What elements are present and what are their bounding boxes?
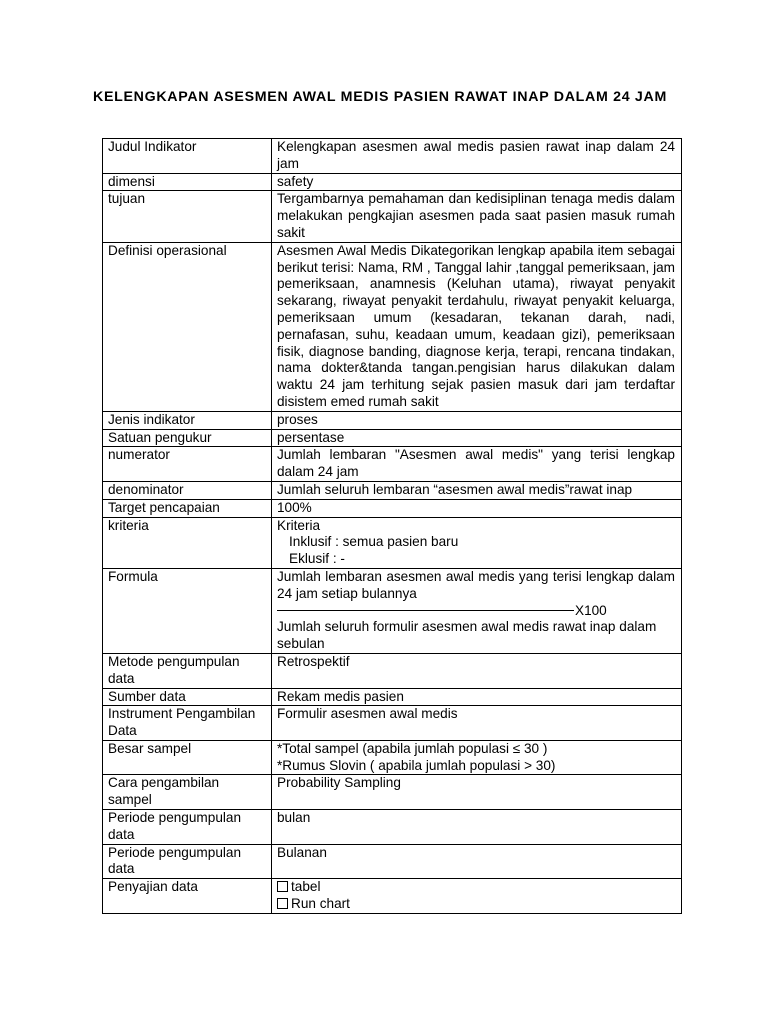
row-label: Formula [103, 568, 272, 653]
option-label-run-chart: Run chart [291, 896, 350, 912]
table-row [103, 447, 682, 482]
formula-multiplier: X100 [575, 602, 607, 618]
presentation-option-run-chart [277, 896, 675, 913]
table-row [103, 517, 682, 568]
table-row [103, 481, 682, 499]
table-row [103, 688, 682, 706]
row-label: Metode pengumpulan data [103, 653, 272, 688]
table-row [103, 775, 682, 810]
row-label: Instrument Pengambilan Data [103, 706, 272, 741]
criteria-exclusion: Eklusif : - [289, 551, 345, 567]
table-row [103, 653, 682, 688]
row-value: persentase [272, 429, 682, 447]
sample-size-total: *Total sampel (apabila jumlah populasi ≤ 30 ) [277, 740, 548, 756]
row-value: safety [272, 173, 682, 191]
row-label: Judul Indikator [103, 139, 272, 174]
row-value: Bulanan [272, 844, 682, 879]
criteria-heading: Kriteria [277, 517, 321, 533]
row-value-presentation [272, 879, 682, 914]
row-label: Penyajian data [103, 879, 272, 914]
table-row [103, 191, 682, 242]
formula-numerator: Jumlah lembaran asesmen awal medis yang terisi lengkap dalam 24 jam setiap bulannya [277, 568, 675, 601]
row-value: bulan [272, 810, 682, 845]
row-label: Satuan pengukur [103, 429, 272, 447]
row-label: Cara pengambilan sampel [103, 775, 272, 810]
row-value: Jumlah seluruh lembaran “asesmen awal medis”rawat inap [272, 481, 682, 499]
row-label: numerator [103, 447, 272, 482]
table-row [103, 844, 682, 879]
checkbox-icon [277, 881, 288, 892]
criteria-inclusion: Inklusif : semua pasien baru [289, 534, 459, 550]
table-row [103, 139, 682, 174]
table-row [103, 173, 682, 191]
row-value: Jumlah lembaran "Asesmen awal medis" yang terisi lengkap dalam 24 jam [272, 447, 682, 482]
row-value-formula [272, 568, 682, 653]
row-value: Rekam medis pasien [272, 688, 682, 706]
table-row [103, 740, 682, 775]
table-row [103, 499, 682, 517]
indicator-table [102, 138, 682, 914]
row-value: Asesmen Awal Medis Dikategorikan lengkap apabila item sebagai berikut terisi: Nama, RM , Tanggal lahir ,tanggal pemeriksaan, jam pemeriksaan, anamnesis (Keluhan utama), riwayat penyakit sekarang, riwayat penyakit terdahulu, riwayat penyakit keluarga, pemeriksaan umum (kesadaran, tekanan darah, nadi, pernafasan, suhu, keadaan umum, keadaan gizi), pemeriksaan fisik, diagnose banding, diagnose kerja, terapi, rencana tindakan, nama dokter&tanda tangan.pengisian harus dilakukan dalam waktu 24 jam terhitung sejak pasien masuk dari jam terdaftar disistem emed rumah sakit [272, 242, 682, 411]
table-row [103, 429, 682, 447]
formula-fraction-line [277, 603, 675, 620]
row-value: Kelengkapan asesmen awal medis pasien rawat inap dalam 24 jam [272, 139, 682, 174]
option-label-table: tabel [291, 879, 321, 895]
row-label: denominator [103, 481, 272, 499]
row-label: tujuan [103, 191, 272, 242]
row-value: Tergambarnya pemahaman dan kedisiplinan tenaga medis dalam melakukan pengkajian asesmen pada saat pasien masuk rumah sakit [272, 191, 682, 242]
checkbox-icon [277, 898, 288, 909]
table-row [103, 879, 682, 914]
table-row [103, 706, 682, 741]
row-value-criteria [272, 517, 682, 568]
table-row [103, 810, 682, 845]
page-title: KELENGKAPAN ASESMEN AWAL MEDIS PASIEN RAWAT INAP DALAM 24 JAM [93, 89, 667, 105]
table-row [103, 568, 682, 653]
row-label: dimensi [103, 173, 272, 191]
row-value: Probability Sampling [272, 775, 682, 810]
row-label: kriteria [103, 517, 272, 568]
row-label: Definisi operasional [103, 242, 272, 411]
row-label: Besar sampel [103, 740, 272, 775]
row-label: Target pencapaian [103, 499, 272, 517]
row-label: Periode pengumpulan data [103, 810, 272, 845]
fraction-rule [277, 610, 574, 611]
sample-size-slovin: *Rumus Slovin ( apabila jumlah populasi > 30) [277, 757, 556, 773]
row-label: Periode pengumpulan data [103, 844, 272, 879]
row-label: Jenis indikator [103, 411, 272, 429]
presentation-option-table [277, 879, 675, 896]
row-value: proses [272, 411, 682, 429]
row-value: Formulir asesmen awal medis [272, 706, 682, 741]
row-label: Sumber data [103, 688, 272, 706]
row-value-sample-size [272, 740, 682, 775]
table-row [103, 411, 682, 429]
table-row [103, 242, 682, 411]
row-value: Retrospektif [272, 653, 682, 688]
row-value: 100% [272, 499, 682, 517]
formula-denominator: Jumlah seluruh formulir asesmen awal medis rawat inap dalam sebulan [277, 619, 657, 652]
